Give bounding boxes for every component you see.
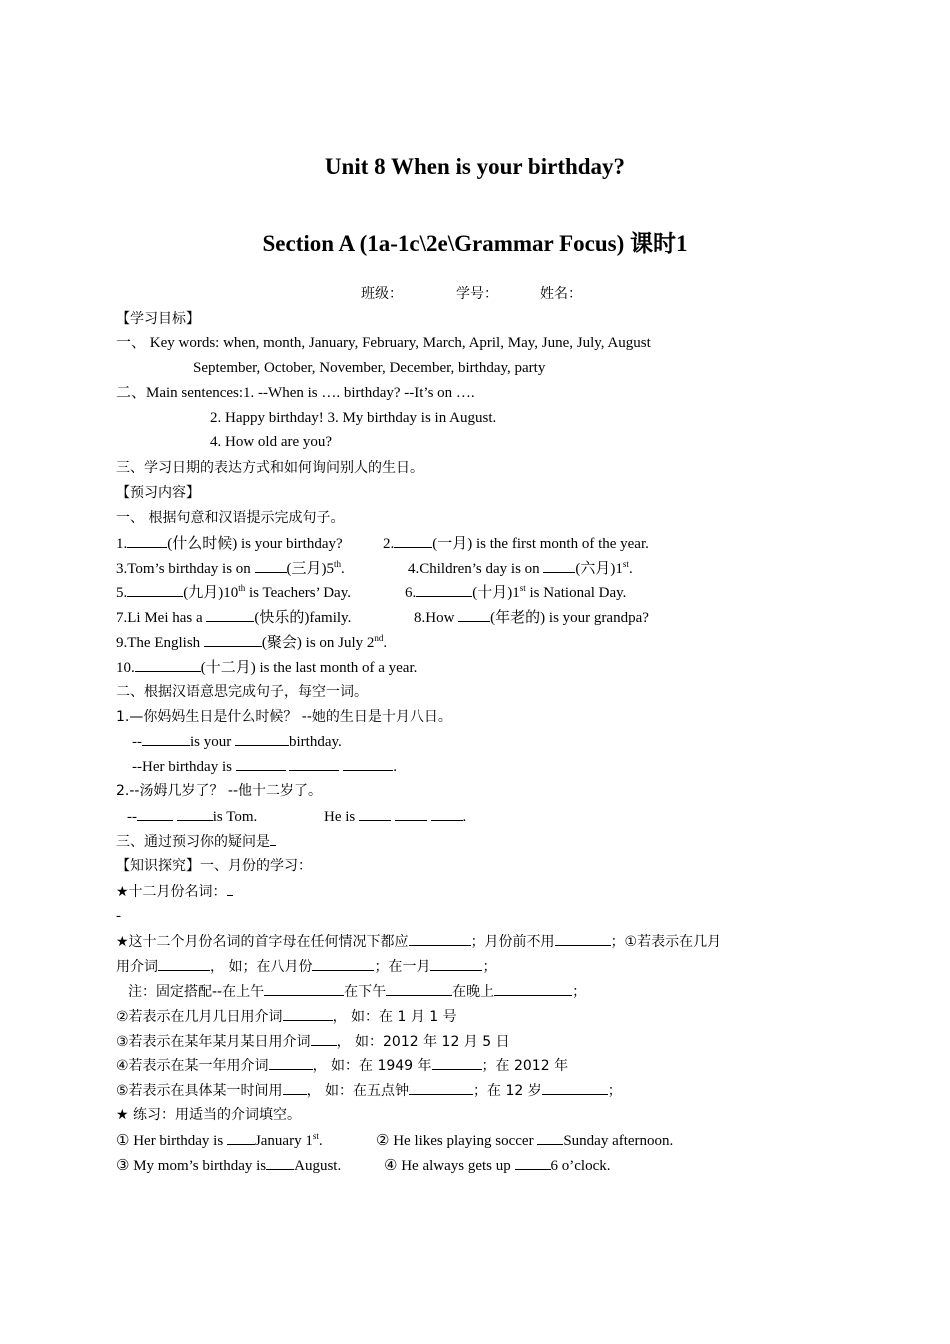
answer-blank[interactable]	[227, 1130, 255, 1145]
answer-blank[interactable]	[283, 1006, 333, 1021]
question-9: 9.The English (聚会) is on July 2nd.	[116, 633, 388, 651]
sentence-1-line-a: -- is your birthday.	[132, 731, 342, 752]
answer-blank[interactable]	[515, 1155, 551, 1170]
sentence-1-chinese: 1.—你妈妈生日是什么时候？ --她的生日是十月八日。	[116, 709, 452, 725]
answer-blank[interactable]	[227, 881, 233, 896]
answer-blank[interactable]	[458, 607, 490, 622]
objective-2: 二、Main sentences:1. --When is …. birthday? --It’s on ….	[116, 385, 475, 401]
answer-blank[interactable]	[266, 1155, 294, 1170]
answer-blank[interactable]	[312, 956, 374, 971]
answer-blank[interactable]	[395, 806, 427, 821]
answer-blank[interactable]	[311, 1031, 337, 1046]
answer-blank[interactable]	[264, 981, 344, 996]
answer-blank[interactable]	[142, 731, 190, 746]
sentence-2-line-b: He is .	[324, 806, 466, 827]
question-4: 4.Children’s day is on (六月)1st.	[408, 559, 633, 577]
question-1: 1. (什么时候) is your birthday?	[116, 533, 343, 554]
answer-blank[interactable]	[543, 558, 575, 573]
objective-3: 三、学习日期的表达方式和如何询问别人的生日。	[116, 460, 424, 476]
answer-blank[interactable]	[177, 806, 213, 821]
question-6: 6. (十月)1st is National Day.	[405, 583, 627, 601]
answer-blank[interactable]	[359, 806, 391, 821]
question-3: 3.Tom’s birthday is on (三月)5th.	[116, 559, 345, 577]
answer-blank[interactable]	[394, 533, 432, 548]
answer-blank[interactable]	[204, 632, 262, 647]
objective-2-line3: 4. How old are you?	[210, 434, 333, 450]
month-rule-1-cont: 用介词 ， 如；在八月份 ；在一月 ；	[116, 956, 496, 977]
answer-blank[interactable]	[432, 1055, 482, 1070]
answer-blank[interactable]	[206, 607, 254, 622]
month-rule-1: ★这十二个月份名词的首字母在任何情况下都应 ；月份前不用 ；①若表示在几月	[116, 931, 721, 952]
answer-blank[interactable]	[409, 931, 471, 946]
answer-blank[interactable]	[555, 931, 611, 946]
objective-1-cont: September, October, November, December, birthday, party	[193, 360, 546, 376]
class-label: 班级：	[361, 286, 403, 302]
answer-blank[interactable]	[542, 1080, 608, 1095]
answer-blank[interactable]	[270, 831, 276, 846]
answer-blank[interactable]	[431, 806, 463, 821]
answer-blank[interactable]	[158, 956, 210, 971]
unit-title: Unit 8 When is your birthday?	[324, 154, 626, 179]
answer-blank[interactable]	[283, 1080, 307, 1095]
preview-heading: 【预习内容】	[116, 485, 200, 501]
preview-part2: 二、根据汉语意思完成句子，每空一词。	[116, 684, 368, 700]
sentence-1-line-b: --Her birthday is .	[132, 756, 397, 777]
dash-marker: -	[116, 908, 121, 924]
objective-2-line2: 2. Happy birthday! 3. My birthday is in August.	[210, 410, 497, 426]
objectives-heading: 【学习目标】	[116, 311, 200, 327]
answer-blank[interactable]	[137, 806, 173, 821]
rule-2: ②若表示在几月几日用介词 ， 如：在 1 月 1 号	[116, 1006, 457, 1027]
answer-blank[interactable]	[416, 582, 472, 597]
practice-1: ① Her birthday is January 1st.	[116, 1131, 323, 1149]
preview-part3: 三、通过预习你的疑问是	[116, 831, 276, 852]
answer-blank[interactable]	[343, 756, 393, 771]
explore-heading: 【知识探究】一、月份的学习：	[116, 858, 312, 874]
practice-3: ③ My mom’s birthday is August.	[116, 1155, 341, 1176]
sentence-2-line-a: -- is Tom.	[127, 806, 257, 827]
answer-blank[interactable]	[537, 1130, 563, 1145]
answer-blank[interactable]	[255, 558, 287, 573]
months-heading: ★十二月份名词：	[116, 881, 233, 902]
answer-blank[interactable]	[289, 756, 339, 771]
sentence-2-chinese: 2.--汤姆几岁了？ --他十二岁了。	[116, 783, 323, 799]
fixed-phrases-note: 注：固定搭配--在上午 在下午 在晚上 ；	[128, 981, 586, 1002]
answer-blank[interactable]	[235, 731, 289, 746]
question-8: 8.How (年老的) is your grandpa?	[414, 607, 649, 628]
question-10: 10. (十二月) is the last month of a year.	[116, 657, 417, 678]
practice-4: ④ He always gets up 6 o’clock.	[384, 1155, 611, 1176]
rule-5: ⑤若表示在具体某一时间用 ， 如：在五点钟 ；在 12 岁 ；	[116, 1080, 622, 1101]
rule-3: ③若表示在某年某月某日用介词 ， 如：2012 年 12 月 5 日	[116, 1031, 510, 1052]
answer-blank[interactable]	[269, 1055, 313, 1070]
number-label: 学号：	[456, 286, 498, 302]
rule-4: ④若表示在某一年用介词 ， 如：在 1949 年 ；在 2012 年	[116, 1055, 568, 1076]
objective-1: 一、 Key words: when, month, January, February, March, April, May, June, July, August	[116, 335, 651, 351]
preview-part1: 一、 根据句意和汉语提示完成句子。	[116, 510, 345, 526]
answer-blank[interactable]	[409, 1080, 473, 1095]
section-title: Section A (1a-1c\2e\Grammar Focus) 课时1	[262, 231, 688, 256]
answer-blank[interactable]	[236, 756, 286, 771]
answer-blank[interactable]	[127, 533, 167, 548]
practice-heading: ★ 练习：用适当的介词填空。	[116, 1107, 302, 1123]
answer-blank[interactable]	[494, 981, 572, 996]
answer-blank[interactable]	[135, 657, 201, 672]
question-5: 5. (九月)10th is Teachers’ Day.	[116, 583, 351, 601]
answer-blank[interactable]	[127, 582, 183, 597]
answer-blank[interactable]	[386, 981, 452, 996]
question-2: 2. (一月) is the first month of the year.	[383, 533, 649, 554]
question-7: 7.Li Mei has a (快乐的)family.	[116, 607, 351, 628]
practice-2: ② He likes playing soccer Sunday afternoon.	[376, 1130, 673, 1151]
name-label: 姓名：	[540, 286, 582, 302]
answer-blank[interactable]	[430, 956, 482, 971]
